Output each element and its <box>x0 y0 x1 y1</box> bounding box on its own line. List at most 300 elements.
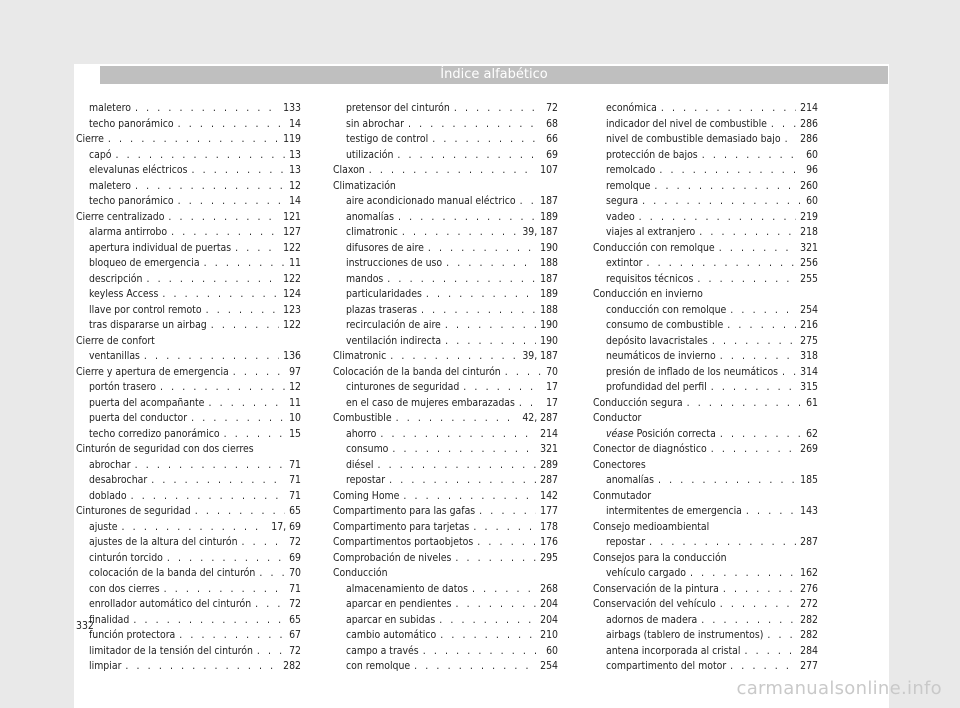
entry-page-ref: 260 <box>800 179 818 192</box>
entry-term-text: compartimento del motor <box>606 660 727 672</box>
index-subentry <box>593 318 818 334</box>
index-subentry <box>593 163 818 179</box>
dot-leader <box>135 179 285 195</box>
entry-term-text: limitador de la tensión del cinturón <box>89 644 253 657</box>
entry-term-text: repostar <box>606 536 646 548</box>
entry-page-ref: 123 <box>283 303 301 316</box>
entry-term-text: finalidad <box>89 613 130 626</box>
index-subentry <box>76 520 301 536</box>
entry-page-ref: 12 <box>289 179 301 192</box>
entry-term <box>346 287 422 303</box>
dot-leader <box>642 194 802 210</box>
entry-term-text: Consejo medioambiental <box>593 520 710 533</box>
index-subentry <box>76 427 301 443</box>
entry-page-ref: 254 <box>540 660 558 672</box>
entry-page-ref: 133 <box>283 102 301 114</box>
entry-page-ref: 214 <box>800 102 818 114</box>
entry-page-ref: 60 <box>546 644 558 657</box>
entry-term <box>593 582 719 598</box>
entry-term <box>346 117 404 133</box>
dot-leader <box>206 303 280 319</box>
page-header <box>100 66 888 84</box>
entry-page-ref: 282 <box>283 660 301 672</box>
dot-leader <box>446 256 536 272</box>
entry-term-text: aire acondicionado manual eléctrico <box>346 195 516 207</box>
entry-term-text: Compartimento para las gafas <box>333 505 476 517</box>
entry-term-text: limpiar <box>89 660 122 672</box>
entry-term <box>333 163 365 179</box>
dot-leader <box>179 628 285 644</box>
entry-page-ref: 318 <box>800 350 818 362</box>
index-subentry <box>76 551 301 567</box>
dot-leader <box>171 225 279 241</box>
entry-term <box>89 380 156 396</box>
dot-leader <box>711 442 796 458</box>
dot-leader <box>160 380 285 396</box>
index-subentry <box>593 365 818 381</box>
index-subentry <box>76 194 301 210</box>
dot-leader <box>235 241 279 257</box>
entry-term-text: presión de inflado de los neumáticos <box>606 365 779 378</box>
entry-term <box>89 597 251 613</box>
entry-term <box>89 349 140 365</box>
entry-page-ref: 295 <box>540 551 558 564</box>
dot-leader <box>178 117 285 133</box>
entry-page-ref: 189 <box>540 288 558 300</box>
entry-term <box>346 427 376 443</box>
entry-page-ref: 254 <box>800 303 818 316</box>
entry-term <box>333 349 386 365</box>
entry-term-text: aparcar en pendientes <box>346 598 452 610</box>
entry-page-ref: 71 <box>289 582 301 595</box>
entry-page-ref: 122 <box>283 319 301 331</box>
dot-leader <box>257 644 285 660</box>
entry-term <box>89 659 121 675</box>
entry-term-text: nivel de combustible demasiado bajo <box>606 133 781 145</box>
index-entry <box>333 489 558 505</box>
entry-term <box>593 396 683 412</box>
dot-leader <box>720 427 802 443</box>
entry-term-text: techo panorámico <box>89 117 174 130</box>
dot-leader <box>719 241 796 257</box>
page-title: Índice alfabético <box>440 67 548 82</box>
index-entry <box>76 210 301 226</box>
dot-leader <box>426 287 536 303</box>
entry-term-text: remolcado <box>606 164 656 176</box>
entry-term-text: desabrochar <box>89 474 148 486</box>
index-entry <box>333 520 558 536</box>
dot-leader <box>720 597 796 613</box>
entry-term <box>593 458 818 474</box>
dot-leader <box>445 318 536 334</box>
entry-term <box>346 225 398 241</box>
index-entry <box>333 179 558 195</box>
entry-term-text: adornos de madera <box>606 613 698 626</box>
dot-leader <box>414 659 536 675</box>
index-subentry <box>76 582 301 598</box>
entry-term <box>89 628 175 644</box>
dot-leader <box>746 504 796 520</box>
dot-leader <box>658 473 796 489</box>
entry-term <box>606 194 638 210</box>
entry-term-text: Conmutador <box>593 489 652 502</box>
entry-term-text: cambio automático <box>346 629 437 641</box>
dot-leader <box>445 334 536 350</box>
dot-leader <box>771 117 796 133</box>
index-subentry <box>76 148 301 164</box>
entry-page-ref: 177 <box>540 505 558 517</box>
entry-page-ref: 136 <box>283 350 301 362</box>
page-number: 332 <box>76 620 94 632</box>
index-subentry <box>593 566 818 582</box>
entry-term-text: campo a través <box>346 644 419 657</box>
dot-leader <box>211 318 279 334</box>
entry-term <box>346 334 441 350</box>
dot-leader <box>167 551 285 567</box>
entry-term-text: bloqueo de emergencia <box>89 257 200 269</box>
entry-page-ref: 185 <box>800 474 818 486</box>
dot-leader <box>712 334 796 350</box>
dot-leader <box>131 489 286 505</box>
index-subentry <box>76 613 301 629</box>
entry-term <box>89 396 204 412</box>
entry-term <box>593 241 715 257</box>
entry-page-ref: 65 <box>289 505 301 517</box>
entry-term <box>346 582 468 598</box>
entry-page-ref: 72 <box>289 644 301 657</box>
entry-term-text: anomalías <box>346 210 395 223</box>
entry-term-text: en el caso de mujeres embarazadas <box>346 396 515 409</box>
entry-term-text: Cinturón de seguridad con dos cierres <box>76 443 254 455</box>
dot-leader <box>397 148 542 164</box>
dot-leader <box>403 489 536 505</box>
index-subentry <box>333 241 558 257</box>
entry-page-ref: 39, 187 <box>522 226 558 238</box>
entry-term <box>606 566 686 582</box>
entry-term-text: recirculación de aire <box>346 319 441 331</box>
index-subentry <box>593 349 818 365</box>
dot-leader <box>144 349 279 365</box>
index-entry <box>593 597 818 613</box>
entry-term <box>346 318 441 334</box>
entry-term <box>89 163 187 179</box>
dot-leader <box>389 473 536 489</box>
entry-term-text: económica <box>606 102 657 114</box>
dot-leader <box>204 256 286 272</box>
entry-page-ref: 65 <box>289 613 301 626</box>
index-subentry <box>593 132 818 148</box>
index-subentry <box>333 380 558 396</box>
entry-term-text: mandos <box>346 272 384 285</box>
index-entry <box>76 504 301 520</box>
dot-leader <box>255 597 285 613</box>
entry-page-ref: 14 <box>289 195 301 207</box>
index-subentry <box>593 117 818 133</box>
entry-term <box>346 644 419 660</box>
entry-term-text: ajustes de la altura del cinturón <box>89 536 238 548</box>
index-entry <box>76 365 301 381</box>
index-subentry <box>333 659 558 675</box>
index-entry <box>593 396 818 412</box>
index-entry <box>593 411 818 427</box>
entry-term-text: indicador del nivel de combustible <box>606 117 767 130</box>
entry-page-ref: 70 <box>546 365 558 378</box>
dot-leader <box>396 411 519 427</box>
entry-term <box>606 117 767 133</box>
index-subentry <box>76 272 301 288</box>
index-subentry <box>333 473 558 489</box>
entry-page-ref: 142 <box>540 489 558 502</box>
dot-leader <box>146 272 279 288</box>
entry-term <box>606 148 698 164</box>
dot-leader <box>479 504 536 520</box>
entry-page-ref: 255 <box>800 272 818 285</box>
dot-leader <box>421 303 536 319</box>
dot-leader <box>380 427 536 443</box>
entry-term-text: sin abrochar <box>346 117 404 130</box>
entry-page-ref: 66 <box>546 133 558 145</box>
entry-page-ref: 187 <box>540 195 558 207</box>
index-subentry <box>333 334 558 350</box>
dot-leader <box>730 303 796 319</box>
index-subentry <box>76 256 301 272</box>
dot-leader <box>133 613 285 629</box>
entry-term <box>346 256 442 272</box>
entry-page-ref: 284 <box>800 644 818 657</box>
entry-term-text: cinturón torcido <box>89 551 163 564</box>
index-subentry <box>333 318 558 334</box>
entry-term <box>89 179 131 195</box>
entry-term <box>593 597 716 613</box>
entry-term-text: Consejos para la conducción <box>593 551 727 564</box>
index-subentry <box>76 225 301 241</box>
index-entry <box>593 442 818 458</box>
entry-page-ref: 71 <box>289 489 301 502</box>
entry-page-ref: 12 <box>289 381 301 393</box>
dot-leader <box>423 644 542 660</box>
entry-term-text: Conectores <box>593 458 646 471</box>
entry-page-ref: 216 <box>800 319 818 331</box>
entry-term <box>76 442 301 458</box>
index-subentry <box>76 659 301 675</box>
entry-page-ref: 256 <box>800 257 818 269</box>
entry-term-text: cinturones de seguridad <box>346 381 460 393</box>
index-subentry <box>76 628 301 644</box>
index-subentry <box>593 272 818 288</box>
entry-term-text: difusores de aire <box>346 241 424 254</box>
dot-leader <box>178 194 285 210</box>
index-subentry <box>76 241 301 257</box>
entry-term-text: Conservación del vehículo <box>593 598 716 610</box>
index-subentry <box>593 628 818 644</box>
entry-page-ref: 189 <box>540 210 558 223</box>
dot-leader <box>730 659 796 675</box>
entry-term-text: colocación de la banda del cinturón <box>89 567 256 579</box>
entry-term-text: pretensor del cinturón <box>346 102 450 114</box>
entry-term <box>89 241 231 257</box>
entry-term-text: repostar <box>346 474 386 486</box>
entry-term-text: alarma antirrobo <box>89 226 168 238</box>
entry-term-text: tras dispararse un airbag <box>89 319 207 331</box>
entry-term <box>346 272 383 288</box>
entry-term <box>606 163 655 179</box>
entry-term-text: viajes al extranjero <box>606 226 696 238</box>
entry-term <box>76 334 301 350</box>
dot-leader <box>697 272 796 288</box>
entry-term <box>606 210 635 226</box>
entry-term-text: anomalías <box>606 474 655 486</box>
entry-term-text: Cinturones de seguridad <box>76 505 191 517</box>
entry-page-ref: 187 <box>540 272 558 285</box>
dot-leader <box>687 396 803 412</box>
index-subentry <box>76 473 301 489</box>
index-subentry <box>333 210 558 226</box>
entry-term <box>606 473 654 489</box>
entry-term-text: Conservación de la pintura <box>593 582 719 595</box>
entry-term-text: Compartimentos portaobjetos <box>333 536 474 548</box>
entry-page-ref: 122 <box>283 272 301 285</box>
index-subentry <box>593 334 818 350</box>
dot-leader <box>720 349 796 365</box>
index-entry <box>333 504 558 520</box>
entry-term <box>593 287 818 303</box>
entry-page-ref: 15 <box>289 427 301 440</box>
entry-page-ref: 204 <box>540 613 558 626</box>
entry-page-ref: 286 <box>800 117 818 130</box>
index-subentry <box>76 597 301 613</box>
index-subentry <box>333 272 558 288</box>
index-subentry <box>593 535 818 551</box>
dot-leader <box>135 458 285 474</box>
index-entry <box>76 442 301 458</box>
dot-leader <box>520 194 537 210</box>
entry-term <box>89 225 167 241</box>
index-subentry <box>593 194 818 210</box>
index-subentry <box>333 148 558 164</box>
entry-term <box>333 520 469 536</box>
index-entry <box>593 287 818 303</box>
entry-page-ref: 282 <box>800 629 818 641</box>
entry-term-text: función protectora <box>89 629 176 641</box>
dot-leader <box>711 380 796 396</box>
dot-leader <box>402 225 519 241</box>
entry-page-ref: 69 <box>546 148 558 161</box>
entry-term <box>89 318 207 334</box>
entry-term-text: ventilación indirecta <box>346 334 442 347</box>
entry-term <box>606 427 716 443</box>
entry-term <box>89 566 255 582</box>
entry-page-ref: 96 <box>806 164 818 176</box>
entry-page-ref: 72 <box>546 102 558 114</box>
dot-leader <box>659 163 802 179</box>
entry-page-ref: 60 <box>806 195 818 207</box>
entry-term-text: Conducción <box>333 567 388 579</box>
entry-page-ref: 286 <box>800 133 818 145</box>
entry-term <box>593 520 818 536</box>
dot-leader <box>519 396 542 412</box>
entry-term-text: utilización <box>346 148 394 161</box>
entry-page-ref: 17 <box>546 396 558 409</box>
dot-leader <box>428 241 536 257</box>
dot-leader <box>233 365 285 381</box>
entry-term <box>346 303 417 319</box>
dot-leader <box>477 535 536 551</box>
index-subentry <box>333 256 558 272</box>
entry-term-text: enrollador automático del cinturón <box>89 598 252 610</box>
entry-page-ref: 190 <box>540 241 558 254</box>
entry-term-text: ajuste <box>89 520 118 533</box>
entry-page-ref: 122 <box>283 241 301 254</box>
index-subentry <box>593 210 818 226</box>
index-subentry <box>593 427 818 443</box>
entry-page-ref: 277 <box>800 660 818 672</box>
dot-leader <box>108 132 279 148</box>
entry-term <box>333 179 558 195</box>
entry-page-ref: 321 <box>800 241 818 254</box>
entry-term <box>346 628 436 644</box>
entry-term <box>89 272 142 288</box>
index-subentry <box>76 117 301 133</box>
entry-term <box>89 117 174 133</box>
entry-term <box>346 101 450 117</box>
entry-page-ref: 315 <box>800 381 818 393</box>
dot-leader <box>454 101 542 117</box>
entry-page-ref: 210 <box>540 629 558 641</box>
entry-term <box>89 613 129 629</box>
index-subentry <box>333 396 558 412</box>
entry-term <box>606 132 781 148</box>
index-subentry <box>593 644 818 660</box>
dot-leader <box>745 644 797 660</box>
dot-leader <box>723 582 796 598</box>
entry-page-ref: 69 <box>289 551 301 564</box>
entry-term-text: remolque <box>606 179 651 192</box>
index-column-3 <box>593 101 818 675</box>
entry-page-ref: 121 <box>283 210 301 223</box>
index-subentry <box>593 473 818 489</box>
dot-leader <box>455 551 536 567</box>
entry-term-text: climatronic <box>346 226 398 238</box>
index-entry <box>333 535 558 551</box>
entry-page-ref: 71 <box>289 458 301 471</box>
entry-term-text: techo panorámico <box>89 195 174 207</box>
entry-term-text: capó <box>89 148 112 161</box>
index-entry <box>76 132 301 148</box>
entry-term <box>606 256 643 272</box>
dot-leader <box>162 287 279 303</box>
index-entry <box>333 551 558 567</box>
entry-term-text: conducción con remolque <box>606 303 727 316</box>
entry-term <box>346 241 424 257</box>
entry-term <box>333 535 473 551</box>
entry-term-text: puerta del acompañante <box>89 396 205 409</box>
dot-leader <box>392 442 536 458</box>
entry-term-text: Cierre <box>76 133 104 145</box>
entry-term-text: diésel <box>346 458 374 471</box>
index-subentry <box>593 179 818 195</box>
index-entry <box>593 582 818 598</box>
dot-leader <box>727 318 796 334</box>
entry-term-text: plazas traseras <box>346 303 418 316</box>
watermark: carmanualsonline.info <box>736 678 942 699</box>
entry-term <box>346 194 516 210</box>
entry-term <box>346 396 515 412</box>
index-subentry <box>76 396 301 412</box>
entry-page-ref: 276 <box>800 582 818 595</box>
index-subentry <box>333 644 558 660</box>
entry-term-text: apertura individual de puertas <box>89 241 232 254</box>
entry-term <box>346 473 385 489</box>
